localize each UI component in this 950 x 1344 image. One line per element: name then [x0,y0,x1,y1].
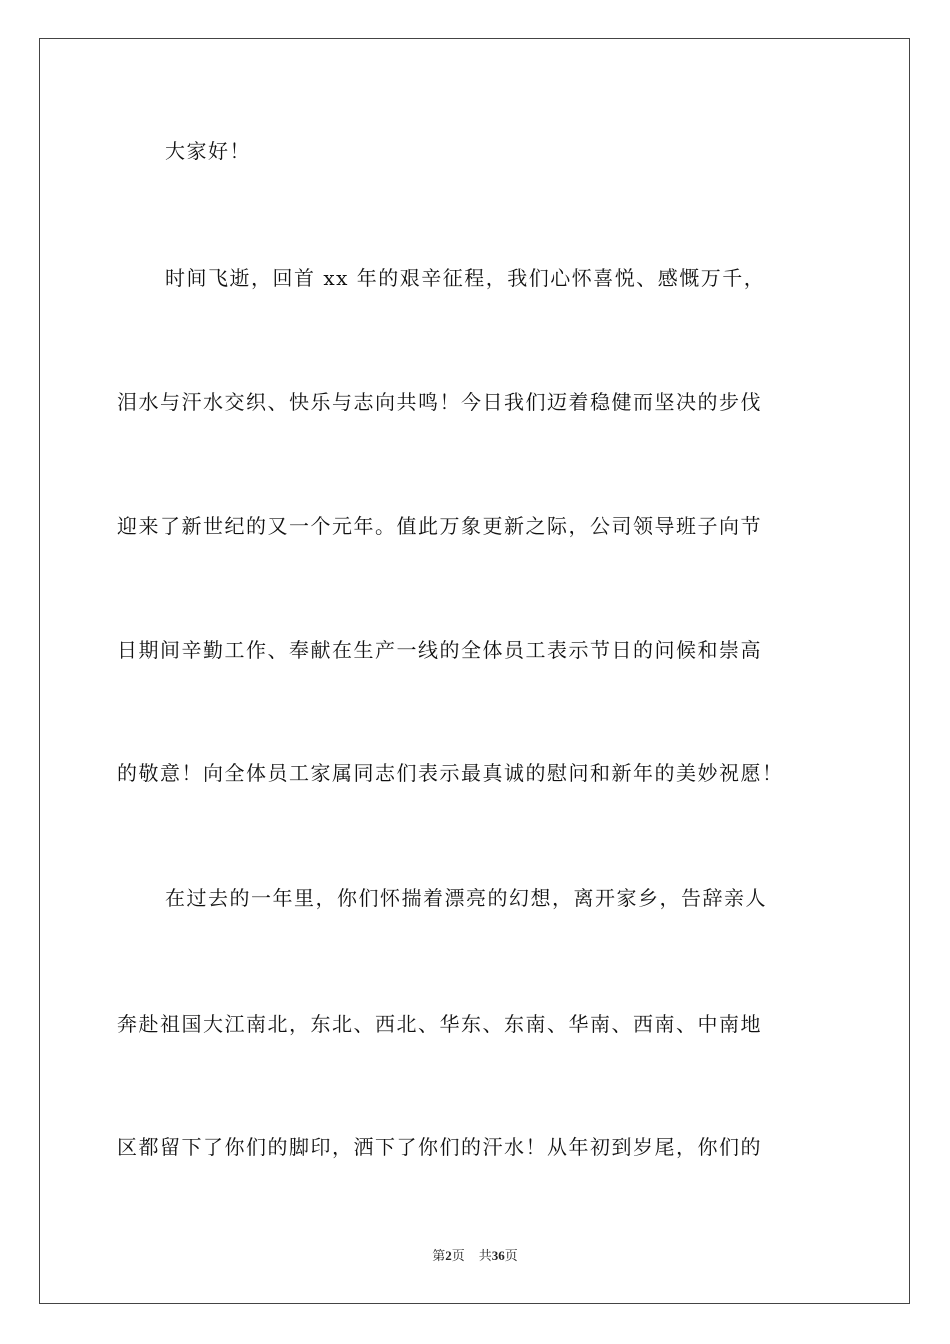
page-suffix: 页 [451,1249,465,1264]
text-line: 日期间辛勤工作、奉献在生产一线的全体员工表示节日的问候和崇高 [117,638,762,662]
text-line: 时间飞逝，回首 xx 年的艰辛征程，我们心怀喜悦、感慨万千， [165,266,766,290]
page-border [39,38,910,1304]
page-prefix: 第 [432,1249,446,1264]
total-suffix: 页 [504,1249,518,1264]
total-pages: 36 [491,1248,505,1263]
text-line: 在过去的一年里，你们怀揣着漂亮的幻想，离开家乡，告辞亲人 [165,886,767,910]
text-line: 奔赴祖国大江南北，东北、西北、华东、东南、华南、西南、中南地 [117,1012,762,1036]
text-line: 的敬意！向全体员工家属同志们表示最真诚的慰问和新年的美妙祝愿！ [117,761,784,785]
text-line-greeting: 大家好！ [165,139,251,163]
text-line: 泪水与汗水交织、快乐与志向共鸣！今日我们迈着稳健而坚决的步伐 [117,390,762,414]
total-prefix: 共 [478,1249,492,1264]
page-number: 2 [445,1248,452,1263]
text-line: 区都留下了你们的脚印，洒下了你们的汗水！从年初到岁尾，你们的 [117,1135,762,1159]
text-line: 迎来了新世纪的又一个元年。值此万象更新之际，公司领导班子向节 [117,514,762,538]
page-footer [0,1247,950,1266]
